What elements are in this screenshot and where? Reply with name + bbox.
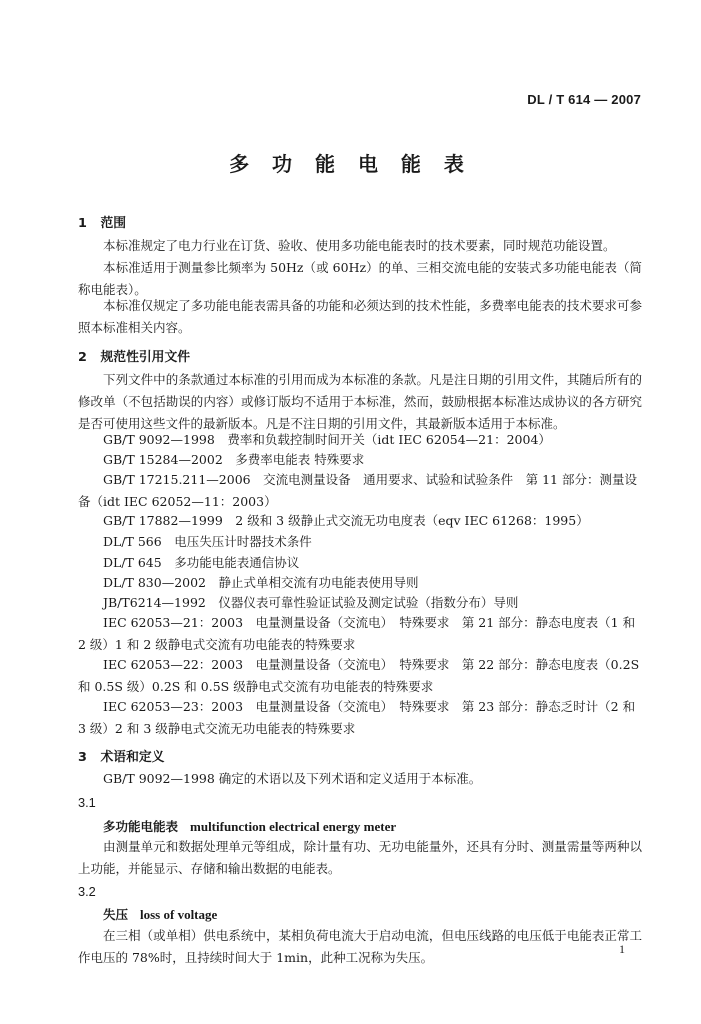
section-number: 2 bbox=[78, 350, 87, 365]
term-name bbox=[103, 817, 396, 835]
term-name-en: loss of voltage bbox=[140, 907, 218, 922]
reference-item bbox=[78, 654, 644, 698]
reference-item bbox=[78, 449, 644, 471]
term-name-cn: 失压 bbox=[103, 907, 129, 922]
page-title: 多 功 能 电 能 表 bbox=[229, 152, 472, 176]
paragraph-text: GB/T 9092—1998 确定的术语以及下列术语和定义适用于本标准。 bbox=[103, 771, 482, 786]
reference-item bbox=[78, 510, 644, 532]
section-2-heading bbox=[78, 346, 190, 365]
paragraph bbox=[78, 768, 642, 790]
section-title: 术语和定义 bbox=[100, 750, 165, 765]
paragraph bbox=[78, 235, 642, 257]
paragraph bbox=[78, 369, 642, 435]
paragraph-text: 本标准仅规定了多功能电能表需具备的功能和必须达到的技术性能，多费率电能表的技术要求可参照本标准相关内容。 bbox=[78, 298, 642, 335]
paragraph-text: 本标准规定了电力行业在订货、验收、使用多功能电能表时的技术要素，同时规范功能设置。 bbox=[103, 238, 616, 253]
reference-text: DL/T 645 多功能电能表通信协议 bbox=[103, 555, 300, 570]
term-number: 3.1 bbox=[78, 795, 96, 810]
section-title: 规范性引用文件 bbox=[100, 350, 191, 365]
reference-text: IEC 62053—22：2003 电量测量设备（交流电） 特殊要求 第 22 部分：静态电度表（0.2S 和 0.5S 级）0.2S 和 0.5S 级静电式交流有功电能表的特殊要求 bbox=[78, 657, 640, 694]
reference-item bbox=[78, 572, 644, 594]
reference-text: GB/T 9092—1998 费率和负载控制时间开关（idt IEC 62054—21：2004） bbox=[103, 432, 551, 447]
definition-text: 在三相（或单相）供电系统中，某相负荷电流大于启动电流，但电压线路的电压低于电能表正常工作电压的 78%时，且持续时间大于 1min，此种工况称为失压。 bbox=[78, 928, 642, 965]
reference-text: IEC 62053—21：2003 电量测量设备（交流电） 特殊要求 第 21 部分：静态电度表（1 和 2 级）1 和 2 级静电式交流有功电能表的特殊要求 bbox=[78, 615, 636, 652]
reference-item bbox=[78, 592, 644, 614]
section-3-heading bbox=[78, 746, 164, 765]
reference-item bbox=[78, 612, 644, 656]
paragraph bbox=[78, 295, 642, 339]
reference-item bbox=[78, 469, 644, 513]
reference-item bbox=[78, 531, 644, 553]
section-1-heading bbox=[78, 212, 126, 231]
reference-text: IEC 62053—23：2003 电量测量设备（交流电） 特殊要求 第 23 部分：静态乏时计（2 和 3 级）2 和 3 级静电式交流无功电能表的特殊要求 bbox=[78, 699, 636, 736]
definition-text: 由测量单元和数据处理单元等组成，除计量有功、无功电能量外，还具有分时、测量需量等两种以上功能，并能显示、存储和输出数据的电能表。 bbox=[78, 839, 642, 876]
reference-text: GB/T 15284—2002 多费率电能表 特殊要求 bbox=[103, 452, 365, 467]
paragraph-text: 本标准适用于测量参比频率为 50Hz（或 60Hz）的单、三相交流电能的安装式多功能电能表（简称电能表）。 bbox=[78, 260, 642, 297]
document-code: DL / T 614 — 2007 bbox=[527, 92, 641, 107]
reference-item bbox=[78, 696, 644, 740]
term-name-cn: 多功能电能表 bbox=[103, 819, 179, 834]
reference-text: GB/T 17215.211—2006 交流电测量设备 通用要求、试验和试验条件 第 11 部分：测量设备（idt IEC 62052—11：2003） bbox=[78, 472, 637, 509]
term-name bbox=[103, 905, 217, 923]
section-title: 范围 bbox=[100, 216, 127, 231]
reference-item bbox=[78, 552, 644, 574]
term-number: 3.2 bbox=[78, 884, 96, 899]
term-definition bbox=[78, 836, 642, 880]
reference-text: JB/T6214—1992 仪器仪表可靠性验证试验及测定试验（指数分布）导则 bbox=[103, 595, 519, 610]
page-number: 1 bbox=[619, 942, 625, 956]
reference-text: DL/T 830—2002 静止式单相交流有功电能表使用导则 bbox=[103, 575, 419, 590]
term-name-en: multifunction electrical energy meter bbox=[190, 819, 397, 834]
reference-text: DL/T 566 电压失压计时器技术条件 bbox=[103, 534, 312, 549]
paragraph-text: 下列文件中的条款通过本标准的引用而成为本标准的条款。凡是注日期的引用文件，其随后所有的修改单（不包括勘误的内容）或修订版均不适用于本标准，然而，鼓励根据本标准达成协议的各方研究是否可使用这些文件的最新版本。凡是不注日期的引用文件，其最新版本适用于本标准。 bbox=[78, 372, 642, 431]
section-number: 3 bbox=[78, 750, 87, 765]
term-definition bbox=[78, 925, 642, 969]
reference-item bbox=[78, 429, 644, 451]
section-number: 1 bbox=[78, 216, 87, 231]
reference-text: GB/T 17882—1999 2 级和 3 级静止式交流无功电度表（eqv IEC 61268：1995） bbox=[103, 513, 589, 528]
